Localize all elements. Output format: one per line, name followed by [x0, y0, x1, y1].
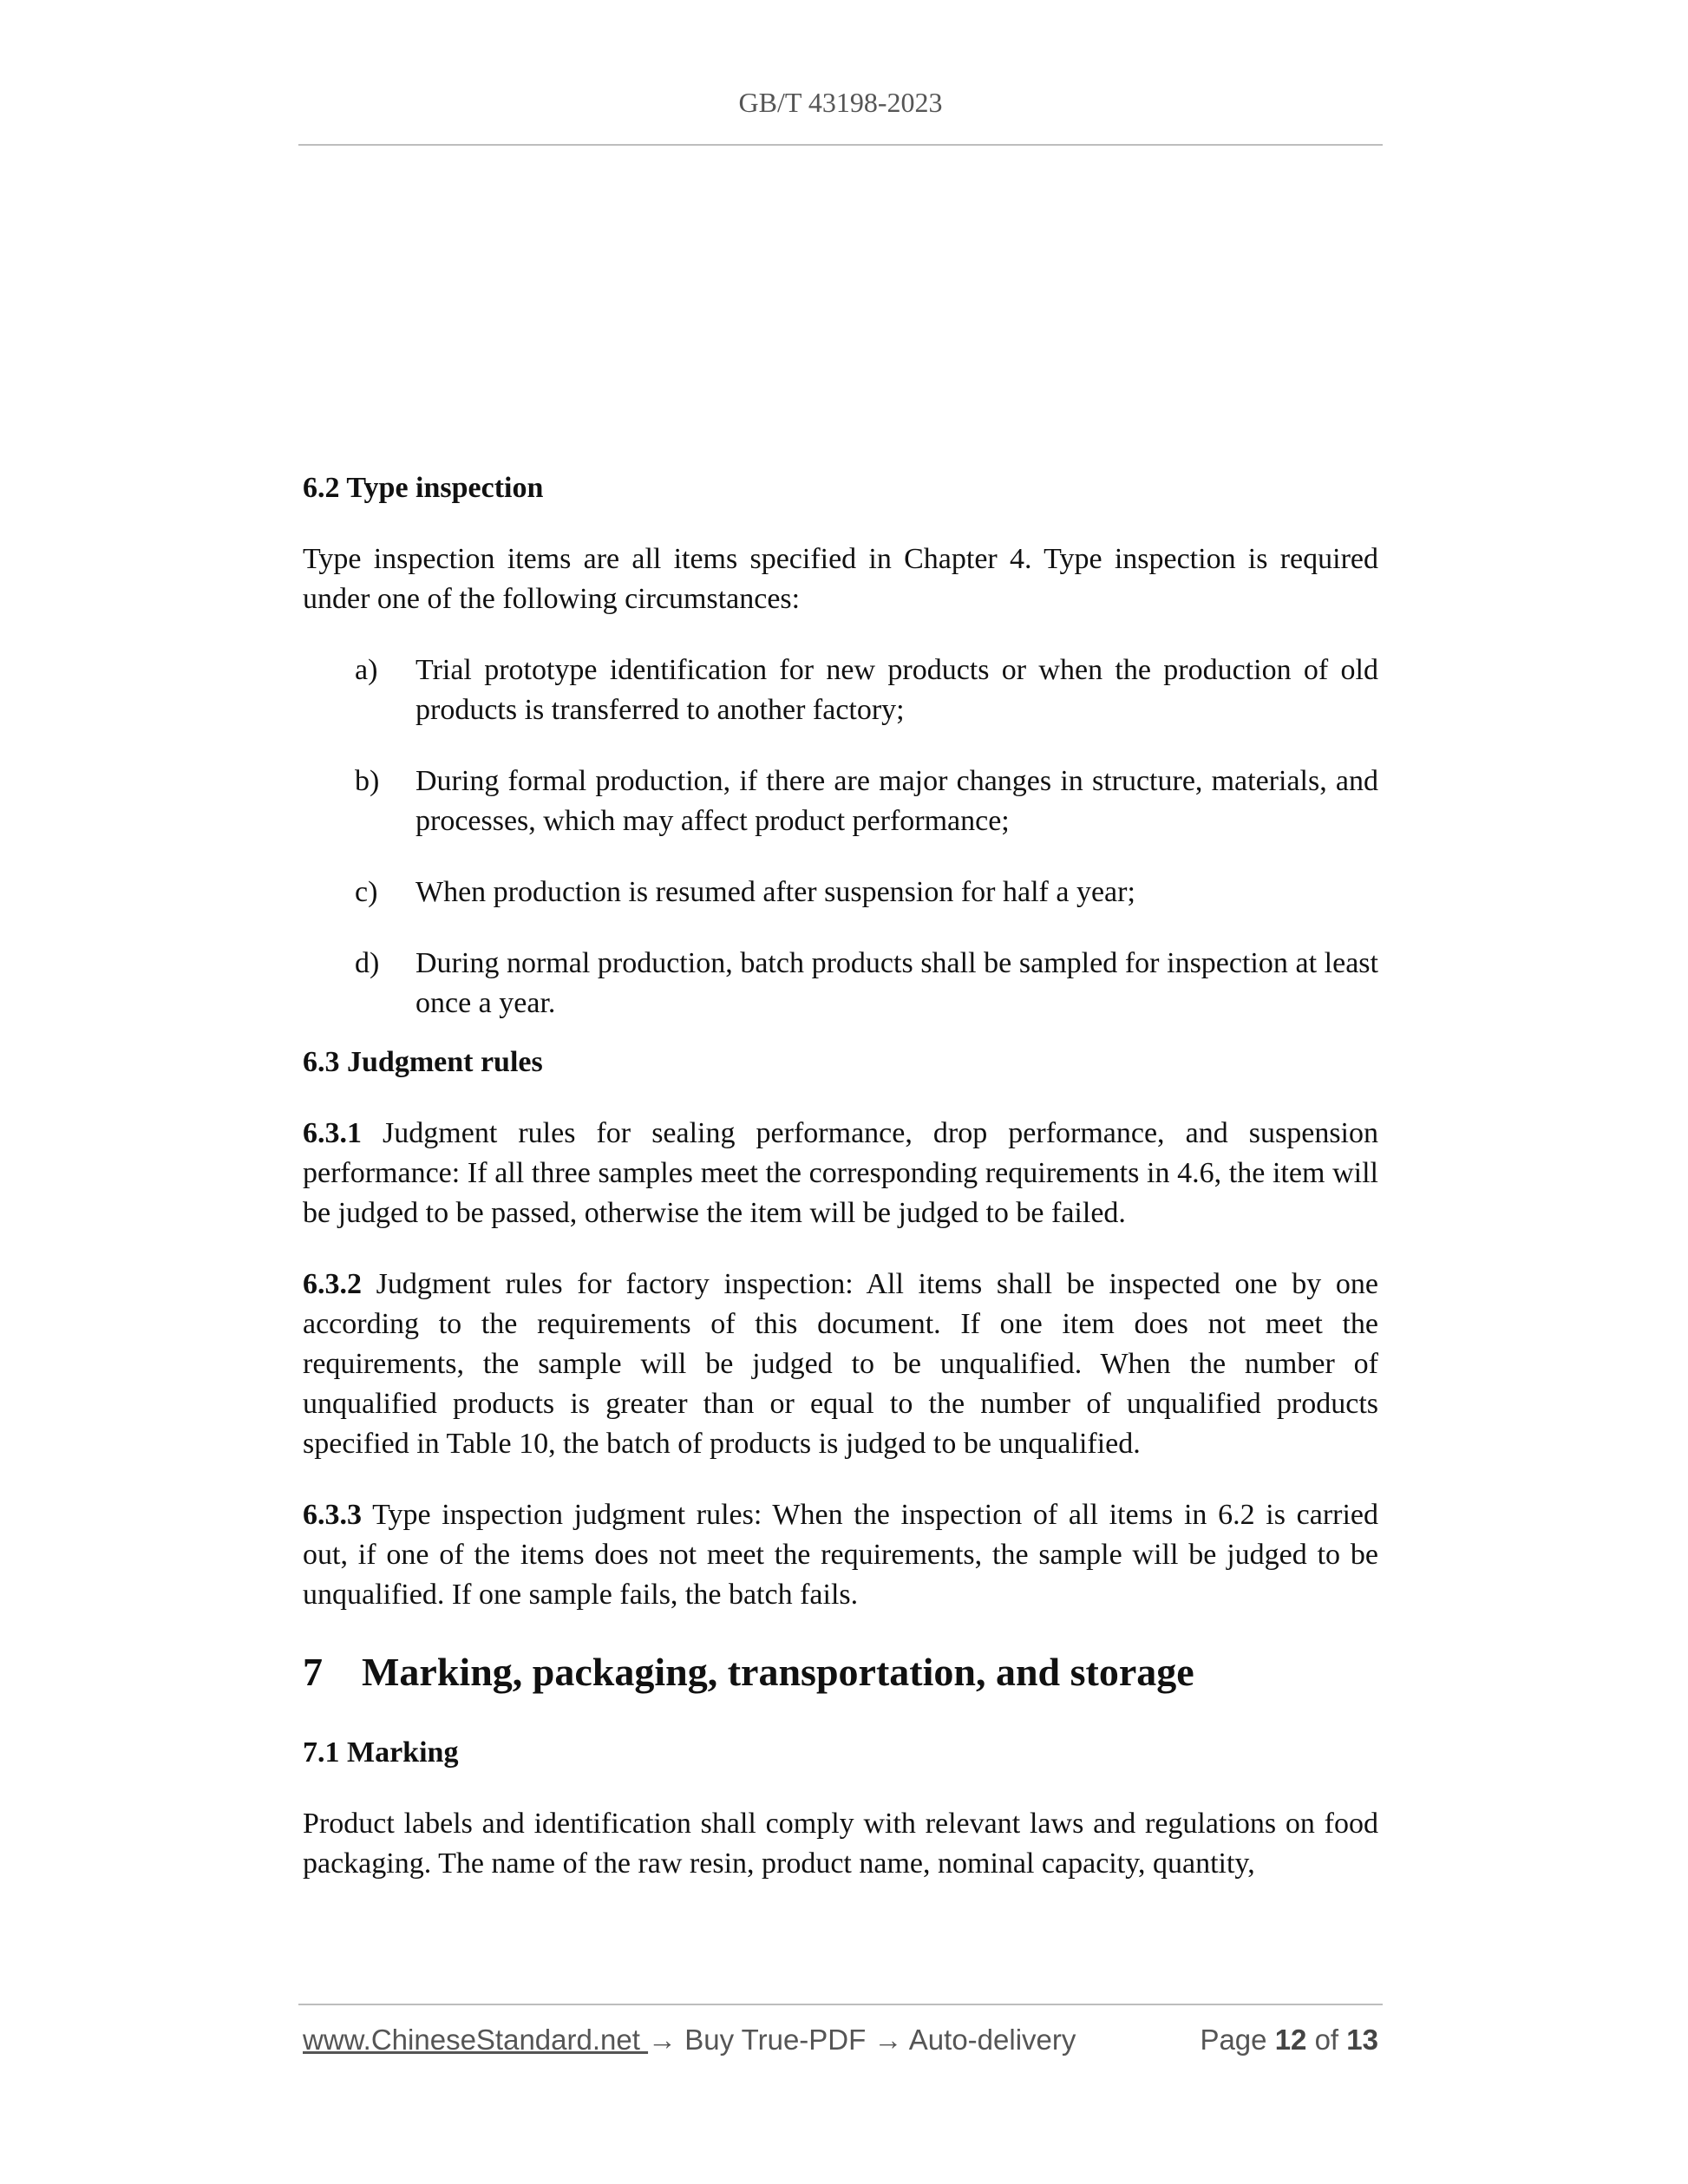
paragraph-6-3-1 — [303, 1114, 1378, 1233]
clause-number: 6.3.1 — [303, 1117, 362, 1149]
page-total: 13 — [1346, 2024, 1378, 2056]
page-header-doc-id: GB/T 43198-2023 — [738, 87, 943, 118]
paragraph-6-3-2 — [303, 1265, 1378, 1464]
list-marker: a) — [355, 654, 378, 686]
list-item-c — [303, 873, 1378, 912]
section-heading-6-3: 6.3 Judgment rules — [303, 1046, 543, 1078]
document-body — [303, 468, 1378, 1915]
chapter-title: Marking, packaging, transportation, and storage — [362, 1650, 1194, 1694]
clause-number: 6.3.2 — [303, 1268, 362, 1300]
list-item-text: When production is resumed after suspension for half a year; — [415, 876, 1135, 908]
list-item-text: During normal production, batch products shall be sampled for inspection at least once a year. — [415, 947, 1378, 1019]
list-marker: d) — [355, 947, 380, 979]
list-marker: b) — [355, 765, 380, 797]
clause-text: Type inspection judgment rules: When the inspection of all items in 6.2 is carried out, if one of the items does not meet the requirements, the sample will be judged to be unqualified. If one sample fails, the batch fails. — [303, 1499, 1378, 1611]
page-label: Page — [1200, 2024, 1267, 2056]
footer-divider — [298, 2004, 1383, 2005]
paragraph-7-1: Product labels and identification shall comply with relevant laws and regulations on food packaging. The name of the raw resin, product name, nominal capacity, quantity, — [303, 1808, 1378, 1880]
list-item-text: During formal production, if there are major changes in structure, materials, and processes, which may affect product performance; — [415, 765, 1378, 837]
clause-text: Judgment rules for sealing performance, drop performance, and suspension performance: If all three samples meet the corresponding requirements in 4.6, the item will be judged to be passed, otherwise the item will be judged to be failed. — [303, 1117, 1378, 1229]
header-divider — [298, 144, 1383, 146]
page-current: 12 — [1274, 2024, 1307, 2056]
list-item-a — [303, 651, 1378, 730]
page-of-label: of — [1314, 2024, 1339, 2056]
promo-text: → Buy True-PDF → Auto-delivery — [648, 2024, 1076, 2056]
section-heading-7-1: 7.1 Marking — [303, 1736, 459, 1769]
site-link[interactable]: www.ChineseStandard.net — [303, 2024, 649, 2056]
paragraph-6-2-intro: Type inspection items are all items specified in Chapter 4. Type inspection is required under one of the following circumstances: — [303, 543, 1378, 615]
chapter-number: 7 — [303, 1650, 323, 1694]
list-item-b — [303, 762, 1378, 841]
clause-number: 6.3.3 — [303, 1499, 362, 1531]
page-indicator — [1200, 2024, 1378, 2056]
list-item-text: Trial prototype identification for new products or when the production of old products is transferred to another factory; — [415, 654, 1378, 726]
paragraph-6-3-3 — [303, 1495, 1378, 1615]
chapter-heading-7 — [303, 1646, 1378, 1698]
list-marker: c) — [355, 876, 378, 908]
list-item-d — [303, 944, 1378, 1023]
section-heading-6-2: 6.2 Type inspection — [303, 472, 544, 504]
page-footer — [303, 2024, 1378, 2056]
clause-text: Judgment rules for factory inspection: All items shall be inspected one by one according to the requirements of this document. If one item does not meet the requirements, the sample will be judged to be unqualified. When the number of unqualified products is greater than or equal to the number of unqualified products specified in Table 10, the batch of products is judged to be unqualified. — [303, 1268, 1378, 1460]
